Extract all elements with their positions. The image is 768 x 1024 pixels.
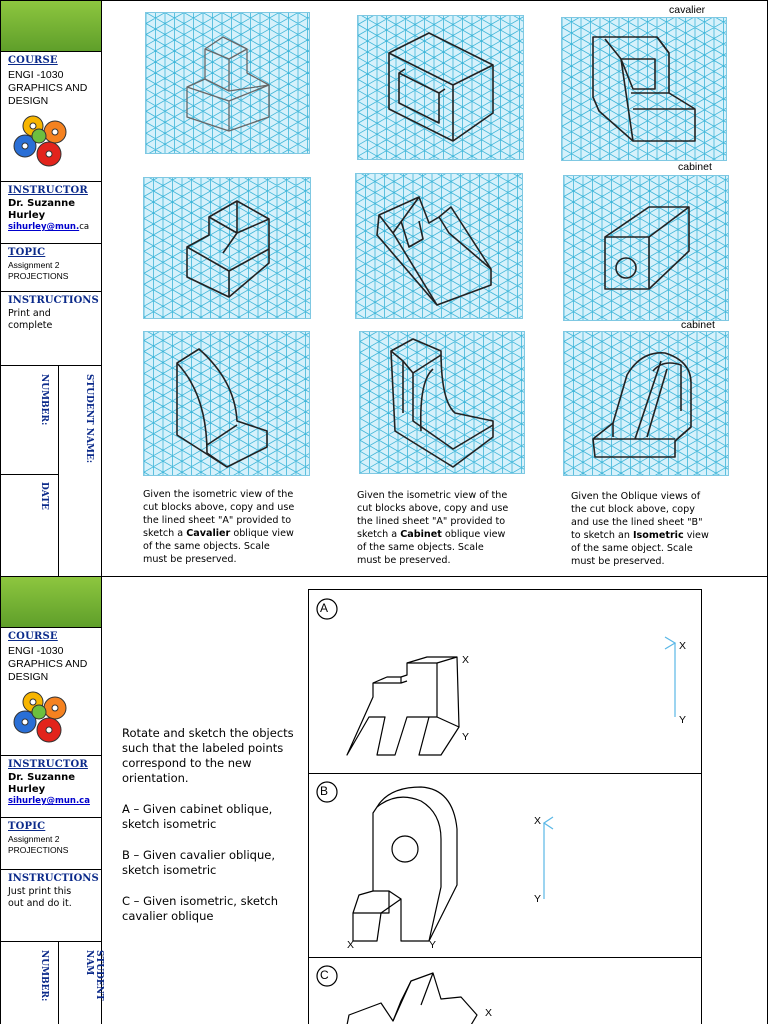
caption-col2-line6: must be preserved. — [357, 555, 451, 566]
axis-a — [665, 637, 675, 717]
course-text-2: ENGI -1030 GRAPHICS AND DESIGN — [8, 645, 88, 683]
topic-line-2: PROJECTIONS — [8, 271, 69, 281]
drawing-r1c2 — [389, 33, 493, 141]
cabinet-label-2: cabinet — [681, 319, 715, 331]
drawing-r2c2 — [377, 197, 491, 305]
student-name-label-2: STUDENT NAM — [84, 950, 104, 1001]
instructor-email[interactable]: sihurley@mun. — [8, 222, 80, 232]
panel-a-letter: A — [320, 601, 329, 615]
caption-col3-pre: to sketch an — [571, 530, 633, 541]
instructor-email-2[interactable]: sihurley@mun.ca — [8, 796, 90, 806]
course-label: COURSE — [8, 55, 58, 66]
axis-b — [544, 817, 553, 899]
a-object-y-label: Y — [462, 731, 470, 743]
instructions-text: Print and complete — [8, 308, 53, 331]
caption-col3-bold: Isometric — [632, 530, 684, 541]
drawing-r1c1 — [187, 37, 269, 131]
course-text: ENGI -1030 GRAPHICS AND DESIGN — [8, 69, 88, 107]
b-axis-y-label: Y — [534, 893, 542, 905]
caption-col1-post: oblique view — [230, 528, 294, 539]
caption-col1-line1: Given the isometric view of the — [143, 489, 294, 500]
caption-col3-post: view — [683, 530, 709, 541]
item-b: B – Given cavalier oblique, sketch isometric — [122, 848, 275, 877]
caption-col1-line4 — [143, 527, 323, 540]
instructions-label-2: INSTRUCTIONS — [8, 873, 99, 884]
caption-col2-pre: sketch a — [357, 529, 401, 540]
a-axis-y-label: Y — [679, 714, 687, 726]
caption-col2-line1: Given the isometric view of the — [357, 490, 508, 501]
topic-line-1: Assignment 2 — [8, 260, 60, 270]
instructor-name-2: Dr. Suzanne Hurley — [8, 772, 75, 795]
caption-col2-line4 — [357, 528, 537, 541]
object-c — [347, 973, 477, 1024]
drawing-r3c3 — [593, 353, 691, 457]
instructor-label-2: INSTRUCTOR — [8, 759, 88, 770]
date-label: DATE — [39, 482, 49, 510]
drawing-r2c3 — [605, 207, 689, 289]
drawing-r1c3 — [593, 37, 695, 141]
drawing-r3c1 — [177, 349, 267, 467]
drawing-r2c1 — [187, 201, 269, 297]
b-object-y-label: Y — [429, 939, 437, 951]
caption-col1-line6: must be preserved. — [143, 554, 237, 565]
worksheet-page-2 — [0, 576, 768, 1024]
a-axis-x-label: X — [679, 640, 687, 652]
caption-col1-line2: cut blocks above, copy and use — [143, 502, 295, 513]
c-object-x-label: X — [485, 1007, 493, 1019]
object-a — [347, 657, 459, 755]
caption-col2 — [357, 489, 537, 567]
caption-col3-line4 — [571, 529, 751, 542]
caption-col1 — [143, 488, 323, 566]
drawing-r3c2 — [391, 339, 493, 467]
b-object-x-label: X — [347, 939, 355, 951]
topic-label: TOPIC — [8, 247, 46, 258]
caption-col3-line1: Given the Oblique views of — [571, 491, 701, 502]
cavalier-label: cavalier — [669, 4, 706, 16]
caption-col1-line3: the lined sheet "A" provided to — [143, 515, 292, 526]
caption-col3 — [571, 490, 751, 568]
topic-line-2-2: PROJECTIONS — [8, 845, 69, 855]
panel-drawings — [1, 577, 768, 1024]
caption-col3-line2: the cut block above, copy — [571, 504, 695, 515]
caption-col3-line5: of the same object. Scale — [571, 543, 693, 554]
instructor-label: INSTRUCTOR — [8, 185, 88, 196]
caption-col3-line3: and use the lined sheet "B" — [571, 517, 703, 528]
caption-col2-line3: the lined sheet "A" provided to — [357, 516, 506, 527]
a-object-x-label: X — [462, 654, 470, 666]
panel-b-letter: B — [320, 784, 329, 798]
caption-col1-bold: Cavalier — [186, 528, 231, 539]
number-label: NUMBER: — [39, 374, 49, 426]
instructor-name: Dr. Suzanne Hurley — [8, 198, 75, 221]
object-b — [353, 787, 457, 941]
caption-col1-line5: of the same objects. Scale — [143, 541, 270, 552]
caption-col3-line6: must be preserved. — [571, 556, 665, 567]
course-label-2: COURSE — [8, 631, 58, 642]
intro-paragraph: Rotate and sketch the objects such that the labeled points correspond to the new orientation. — [122, 726, 294, 785]
topic-label-2: TOPIC — [8, 821, 46, 832]
b-axis-x-label: X — [534, 815, 542, 827]
caption-col2-line5: of the same objects. Scale — [357, 542, 484, 553]
instructor-email-domain: ca — [79, 222, 90, 232]
item-a: A – Given cabinet oblique, sketch isometric — [122, 802, 273, 831]
instructions-label: INSTRUCTIONS — [8, 295, 99, 306]
item-c: C – Given isometric, sketch cavalier oblique — [122, 894, 279, 923]
student-name-label: STUDENT NAME: — [84, 374, 94, 464]
topic-line-1-2: Assignment 2 — [8, 834, 60, 844]
panel-c-letter: C — [320, 968, 329, 982]
caption-col2-line2: cut blocks above, copy and use — [357, 503, 509, 514]
instructions-text-2: Just print this out and do it. — [8, 886, 72, 909]
caption-col1-pre: sketch a — [143, 528, 187, 539]
number-label-2: NUMBER: — [39, 950, 49, 1002]
caption-col2-post: oblique view — [441, 529, 506, 540]
cabinet-label-1: cabinet — [678, 161, 712, 173]
caption-col2-bold: Cabinet — [400, 529, 442, 540]
